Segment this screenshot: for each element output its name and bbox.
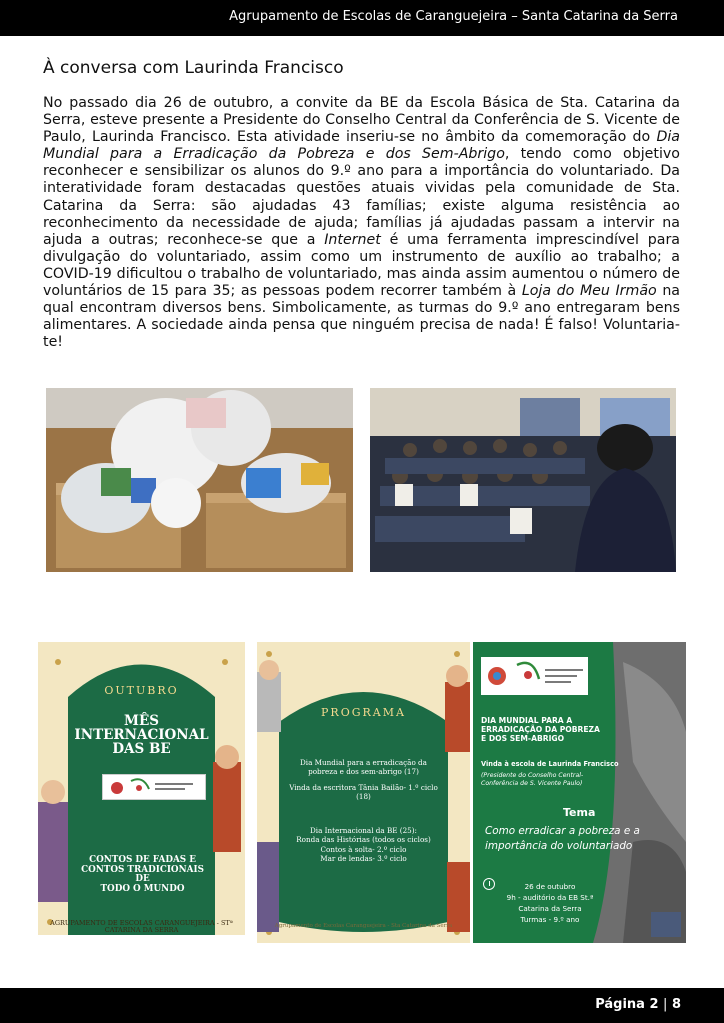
poster-international-month — [38, 642, 245, 935]
poster2-item-line: pobreza e dos sem-abrigo (17) — [308, 767, 419, 777]
page-number — [595, 997, 681, 1012]
body-emphasis-shop: Loja do Meu Irmão — [521, 283, 657, 300]
poster2-item-line: Dia Internacional da BE (25): — [310, 826, 417, 835]
poster3-tema-line: importância do voluntariado — [485, 839, 633, 852]
article-body — [43, 95, 680, 351]
poster2-item-line: Mar de lendas- 3.º ciclo — [320, 853, 407, 863]
body-emphasis-day: Dia Mundial para a Erradicação da Pobreza e dos Sem-Abrigo — [43, 129, 680, 163]
poster1-title — [58, 714, 225, 756]
poster1-subtitle-line: TODO O MUNDO — [100, 883, 185, 894]
poster1-footer: AGRUPAMENTO DE ESCOLAS CARANGUEJEIRA - STª CATARINA DA SERRA — [50, 919, 233, 934]
poster3-role-line: (Presidente do Conselho Central- — [481, 772, 584, 779]
body-text-4: na qual encontram diversos bens. Simbolicamente, as turmas do 9.º ano entregaram bens alimentares. A sociedade ainda pensa que ninguém precisa de nada! É falso! Voluntaria-te! — [43, 283, 681, 351]
page-label: Página 2 — [595, 997, 659, 1012]
poster3-heading-line: E DOS SEM-ABRIGO — [481, 734, 565, 744]
photo-session-audience — [370, 388, 676, 572]
body-emphasis-internet: Internet — [324, 231, 381, 248]
poster3-tema-label: Tema — [563, 806, 596, 819]
poster3-when-line: Catarina da Serra — [518, 904, 582, 913]
poster3-heading-line: DIA MUNDIAL PARA A — [481, 716, 573, 725]
poster-program — [257, 642, 470, 943]
poster2-footer: Agrupamento de Escolas Caranguejeira - Sta Catarina da Serra — [274, 923, 453, 929]
poster3-visit: Vinda à escola de Laurinda Francisco — [481, 760, 619, 768]
poster3-logo-card — [481, 657, 588, 695]
poster3-tema-line: Como erradicar a pobreza e a — [485, 825, 640, 837]
poster2-item-line: Ronda das Histórias (todos os ciclos) — [296, 835, 431, 845]
page-separator: | — [663, 997, 668, 1012]
poster2-heading: PROGRAMA — [321, 706, 406, 719]
page-header — [0, 0, 724, 36]
article-title: À conversa com Laurinda Francisco — [43, 58, 344, 78]
poster2-item-be-day — [277, 826, 450, 863]
poster2-item-line: (18) — [356, 792, 371, 802]
header-text: Agrupamento de Escolas de Caranguejeira – Santa Catarina da Serra — [229, 9, 678, 24]
poster1-subtitle-line: CONTOS DE FADAS E — [89, 855, 196, 865]
poster2-item-line: Dia Mundial para a erradicação da — [300, 758, 427, 767]
poster3-when — [495, 881, 605, 925]
poster1-subtitle-line: CONTOS TRADICIONAIS DE — [81, 864, 204, 884]
poster3-when-line: 9h - auditório da EB St.ª — [506, 893, 594, 902]
poster3-heading — [481, 716, 626, 744]
body-text-1: No passado dia 26 de outubro, a convite da BE da Escola Básica de Sta. Catarina da Serra, esteve presente a Presidente do Conselho Central da Conferência de S. Vicente de Paulo, Laurinda Francisco. Esta atividade inseriu-se no âmbito da comemoração do — [43, 95, 680, 146]
poster3-tema — [485, 824, 685, 853]
poster3-heading-line: ERRADICAÇÃO DA POBREZA — [481, 725, 600, 735]
poster2-item-line: Contos à solta- 2.º ciclo — [320, 844, 407, 854]
poster3-when-line: 26 de outubro — [524, 882, 576, 891]
poster3-role-line: Conferência de S. Vicente Paulo) — [481, 780, 583, 787]
poster1-subtitle — [74, 856, 211, 894]
page-total: 8 — [671, 997, 681, 1012]
page-footer — [0, 988, 724, 1023]
poster-poverty-day — [473, 642, 686, 943]
poster3-role — [481, 772, 621, 788]
poster2-item-line: Vinda da escritora Tânia Bailão- 1.º ciclo — [289, 783, 438, 792]
poster3-when-line: Turmas - 9.º ano — [520, 915, 580, 924]
clock-icon — [483, 878, 495, 890]
photo-donated-goods — [46, 388, 353, 572]
poster2-item-writer-visit — [277, 783, 450, 802]
body-text-2: , tendo como objetivo reconhecer e sensibilizar os alunos do 9.º ano para a importância do voluntariado. Da interatividade foram destacadas questões atuais vividas pela comunidade de Sta. Catarina da Serra: são ajudadas 43 famílias; existe alguma resistência ao reconhecimento da necessidade de ajuda; famílias já ajudadas passam a intervir na ajuda a outras; reconhece-se que a — [43, 146, 680, 248]
poster2-item-poverty-day — [277, 758, 450, 777]
poster1-logo-card — [102, 774, 206, 800]
poster1-month: OUTUBRO — [104, 684, 179, 697]
poster1-title-line: DAS BE — [112, 741, 171, 757]
poster1-title-line: INTERNACIONAL — [74, 727, 209, 743]
poster1-title-line: MÊS — [124, 713, 159, 729]
body-text-3: é uma ferramenta imprescindível para divulgação do voluntariado, assim como um instrumento de auxílio ao trabalho; a COVID-19 dificultou o trabalho de voluntariado, mas ainda assim aumentou o número de voluntários de 15 para 35; as pessoas podem recorrer também à — [43, 231, 680, 300]
